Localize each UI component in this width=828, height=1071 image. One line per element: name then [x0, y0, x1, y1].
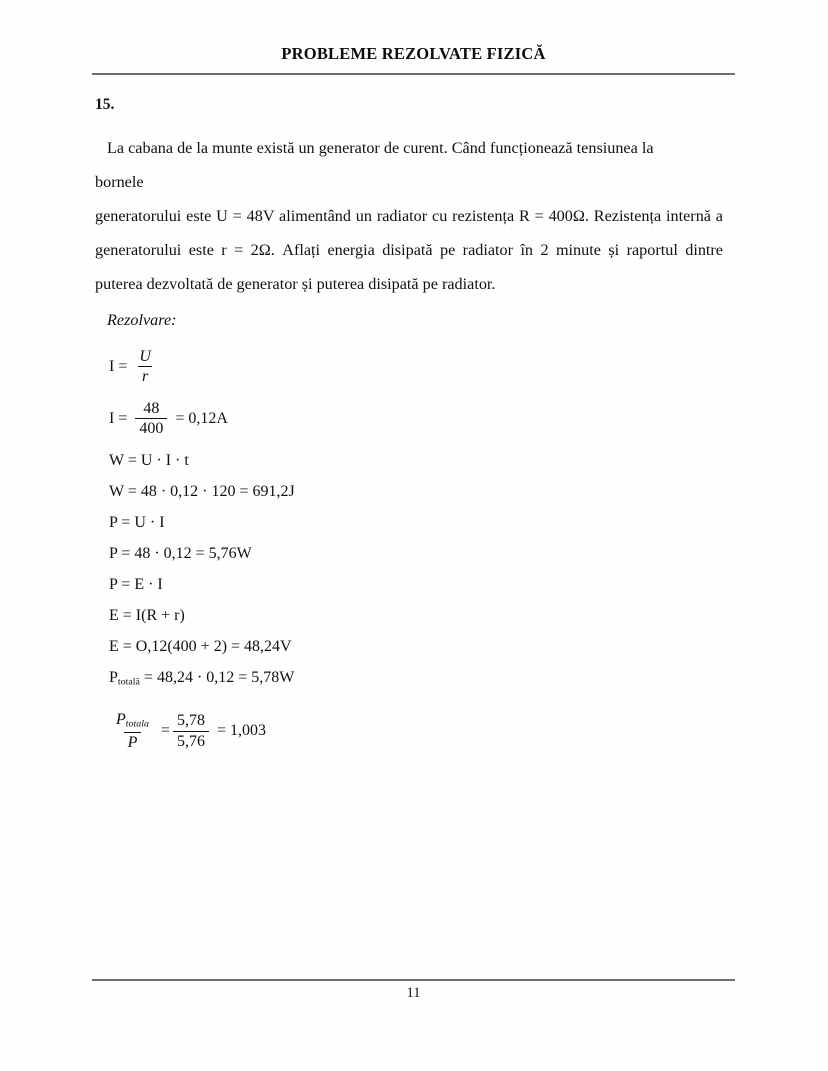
equation-10-symbol: P — [109, 668, 118, 686]
header-divider — [92, 73, 735, 75]
problem-number: 15. — [95, 96, 115, 113]
equation-11-right-denominator: 5,76 — [173, 731, 209, 750]
equation-5: P = U · I — [109, 513, 165, 531]
equation-2-fraction — [135, 400, 167, 438]
equation-11-right-fraction — [173, 712, 209, 750]
equation-1-numerator: U — [139, 347, 151, 365]
statement-body: generatorului este U = 48V alimentând un radiator cu rezistența R = 400Ω. Rezistența internă a generatorului este r = 2Ω. Aflați energia disipată pe radiator în 2 minute și raportul dintre puterea dezvoltată de generator și puterea disipată pe radiator. — [95, 206, 723, 293]
equation-11-right-numerator: 5,78 — [176, 712, 205, 730]
equation-11-left-numerator-subscript: totala — [125, 718, 149, 730]
equation-1-denominator: r — [138, 366, 152, 385]
page-number: 11 — [406, 985, 421, 1001]
equation-11 — [109, 705, 723, 757]
equation-11-left-denominator: P — [124, 732, 142, 751]
equation-10-expression: = 48,24 · 0,12 = 5,78W — [143, 668, 295, 686]
statement-line-1: La cabana de la munte există un generator de curent. Când funcționează tensiunea la — [107, 138, 654, 157]
equation-11-left-numerator-symbol: P — [116, 711, 126, 729]
equation-6: P = 48 · 0,12 = 5,76W — [109, 544, 252, 562]
equation-11-equals: = — [160, 722, 170, 740]
equation-11-left-numerator — [112, 711, 153, 731]
page-content — [95, 96, 723, 757]
equation-1-lead: I = — [109, 357, 128, 375]
equation-2-tail: = 0,12A — [175, 409, 228, 427]
equation-8: E = I(R + r) — [109, 606, 185, 624]
problem-statement — [95, 131, 723, 301]
equation-11-tail: = 1,003 — [216, 722, 266, 740]
equation-9: E = O,12(400 + 2) = 48,24V — [109, 637, 292, 655]
equation-3: W = U · I · t — [109, 451, 189, 469]
equation-1-fraction — [135, 348, 155, 386]
equation-2-denominator: 400 — [135, 418, 167, 437]
equation-1 — [109, 341, 723, 393]
footer-divider — [92, 979, 735, 981]
equation-2 — [109, 393, 723, 445]
solution-label: Rezolvare: — [107, 310, 177, 329]
equation-4: W = 48 · 0,12 · 120 = 691,2J — [109, 482, 295, 500]
equation-2-numerator: 48 — [143, 399, 160, 417]
solution-equations — [95, 341, 723, 758]
page-running-header: PROBLEME REZOLVATE FIZICĂ — [281, 44, 546, 63]
equation-10-subscript: totală — [117, 676, 140, 688]
equation-10 — [109, 662, 723, 698]
equation-2-lead: I = — [109, 409, 128, 427]
equation-11-left-fraction — [112, 711, 153, 751]
statement-line-2: bornele — [95, 172, 144, 191]
equation-7: P = E · I — [109, 575, 163, 593]
